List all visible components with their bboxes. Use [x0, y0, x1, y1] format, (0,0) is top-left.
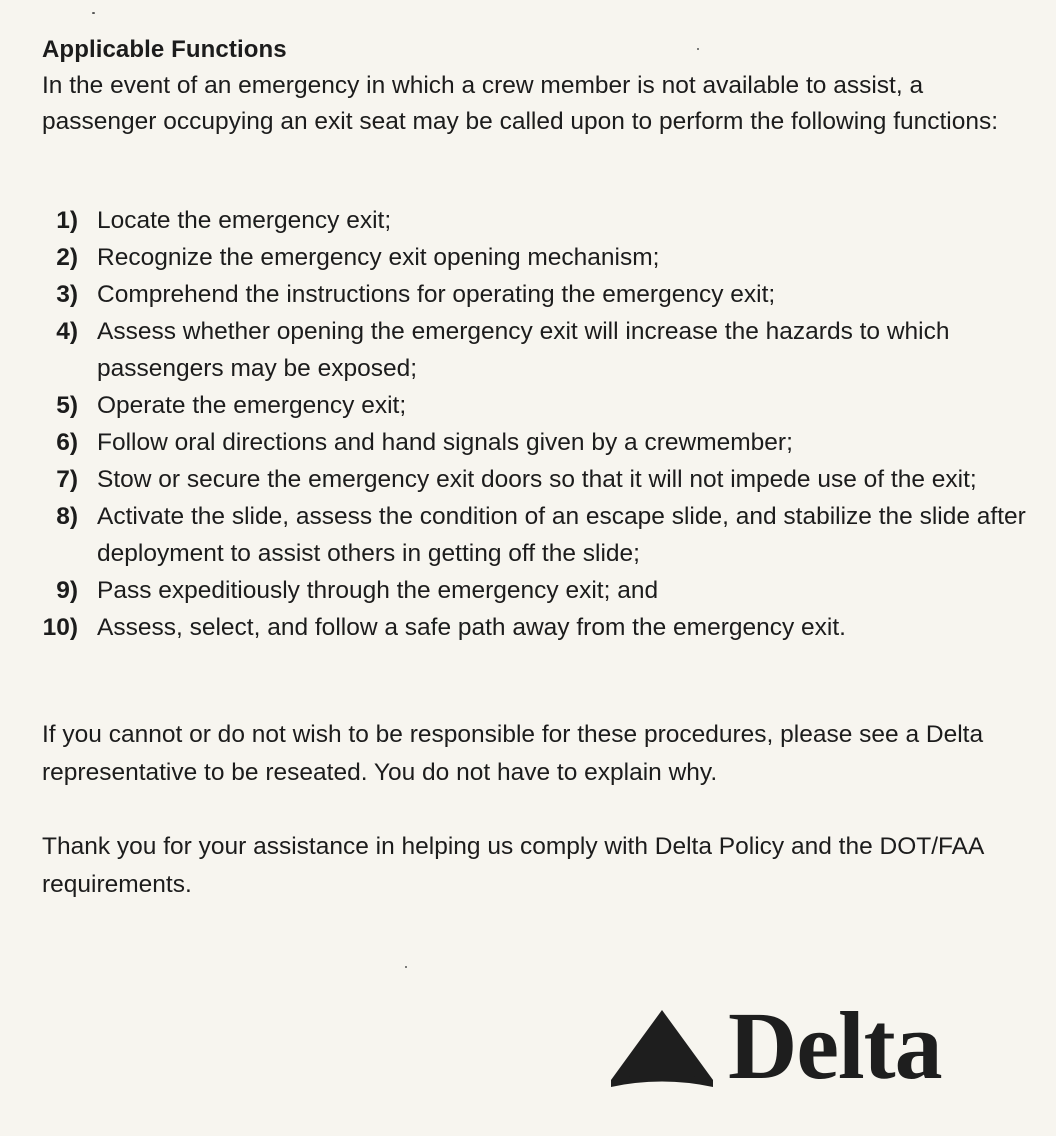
function-number: 1)	[56, 207, 78, 234]
function-text: Follow oral directions and hand signals given by a crewmember;	[97, 429, 793, 456]
delta-wordmark: Delta	[728, 992, 942, 1099]
functions-list	[30, 202, 1040, 646]
function-number: 7)	[56, 466, 78, 493]
function-item	[30, 461, 1040, 498]
function-item	[30, 313, 1040, 387]
intro-paragraph: In the event of an emergency in which a crew member is not available to assist, a passenger occupying an exit seat may be called upon to perform the following functions:	[42, 72, 999, 135]
reseat-notice: If you cannot or do not wish to be responsible for these procedures, please see a Delta representative to be reseated. You do not have to explain why.	[42, 721, 984, 786]
section-heading: Applicable Functions	[42, 36, 287, 63]
function-text: Comprehend the instructions for operating the emergency exit;	[97, 281, 776, 308]
function-text: Assess whether opening the emergency exit will increase the hazards to which passengers may be exposed;	[97, 318, 950, 382]
function-number: 4)	[56, 318, 78, 345]
function-item	[30, 387, 1040, 424]
function-number: 3)	[56, 281, 78, 308]
function-text: Activate the slide, assess the condition of an escape slide, and stabilize the slide after deployment to assist others in getting off the slide;	[97, 503, 1026, 567]
paper-speck	[92, 12, 95, 14]
function-item	[30, 498, 1040, 572]
function-item	[30, 276, 1040, 313]
function-number: 9)	[56, 577, 78, 604]
function-item	[30, 572, 1040, 609]
function-text: Assess, select, and follow a safe path away from the emergency exit.	[97, 614, 846, 641]
function-text: Locate the emergency exit;	[97, 207, 392, 234]
function-number: 6)	[56, 429, 78, 456]
function-text: Pass expeditiously through the emergency exit; and	[97, 577, 659, 604]
function-text: Operate the emergency exit;	[97, 392, 407, 419]
delta-triangle-icon	[610, 1008, 714, 1088]
function-text: Stow or secure the emergency exit doors so that it will not impede use of the exit;	[97, 466, 977, 493]
function-item	[30, 609, 1040, 646]
thank-you-note: Thank you for your assistance in helping us comply with Delta Policy and the DOT/FAA requirements.	[42, 833, 983, 898]
function-number: 5)	[56, 392, 78, 419]
function-item	[30, 239, 1040, 276]
paper-speck	[697, 48, 699, 50]
function-item	[30, 424, 1040, 461]
function-text: Recognize the emergency exit opening mechanism;	[97, 244, 660, 271]
function-number: 2)	[56, 244, 78, 271]
delta-logo	[610, 992, 1000, 1100]
function-number: 8)	[56, 503, 78, 530]
function-item	[30, 202, 1040, 239]
function-number: 10)	[42, 614, 78, 641]
paper-speck	[405, 966, 407, 968]
